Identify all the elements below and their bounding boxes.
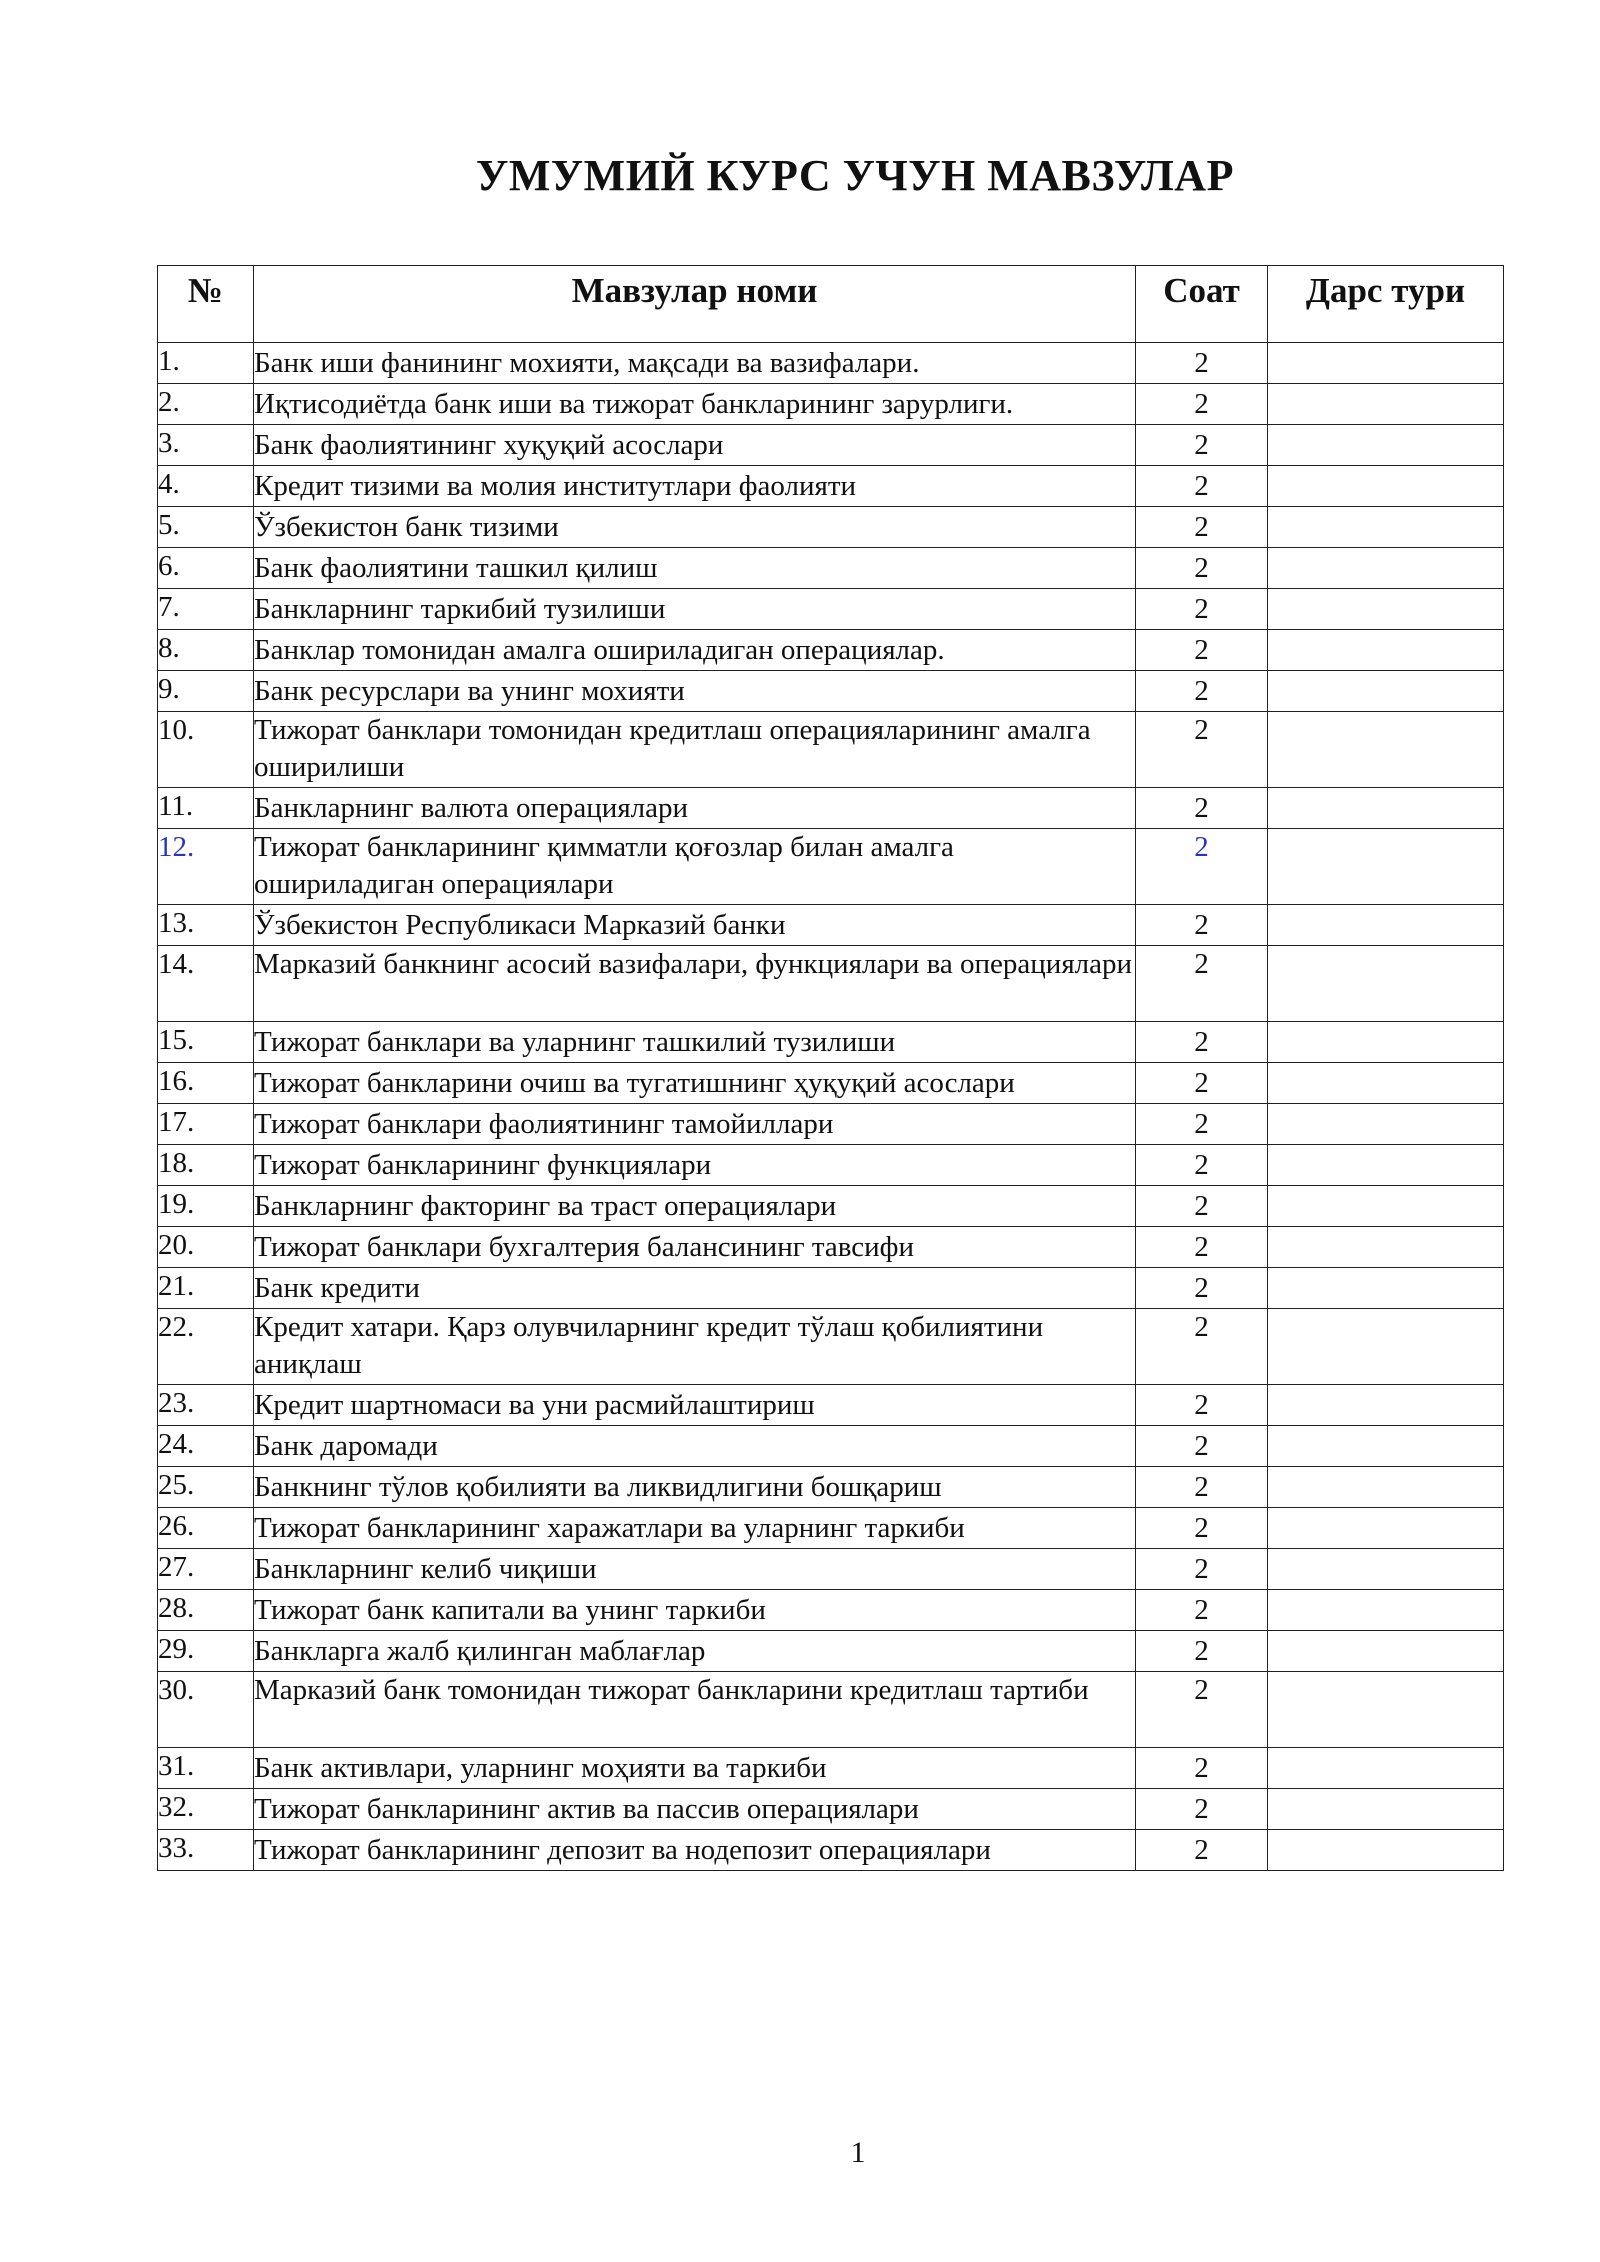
table-row xyxy=(158,1104,1504,1145)
table-row xyxy=(158,1227,1504,1268)
table-row xyxy=(158,905,1504,946)
row-hours: 2 xyxy=(1136,548,1268,589)
row-lesson-type xyxy=(1268,630,1504,671)
row-hours: 2 xyxy=(1136,1426,1268,1467)
row-number: 31. xyxy=(158,1748,254,1789)
row-number: 22. xyxy=(158,1309,254,1385)
row-topic: Тижорат банклари томонидан кредитлаш операцияларининг амалга оширилиши xyxy=(254,712,1136,788)
row-topic: Банклар томонидан амалга ошириладиган операциялар. xyxy=(254,630,1136,671)
row-topic: Тижорат банкларининг харажатлари ва уларнинг таркиби xyxy=(254,1508,1136,1549)
row-number: 1. xyxy=(158,343,254,384)
row-number: 15. xyxy=(158,1022,254,1063)
row-lesson-type xyxy=(1268,905,1504,946)
row-lesson-type xyxy=(1268,1268,1504,1309)
table-row xyxy=(158,466,1504,507)
row-topic: Кредит шартномаси ва уни расмийлаштириш xyxy=(254,1385,1136,1426)
row-topic: Банк кредити xyxy=(254,1268,1136,1309)
row-hours: 2 xyxy=(1136,1631,1268,1672)
row-number: 8. xyxy=(158,630,254,671)
header-topic: Мавзулар номи xyxy=(254,266,1136,343)
row-hours: 2 xyxy=(1136,788,1268,829)
table-row xyxy=(158,1590,1504,1631)
table-row xyxy=(158,1186,1504,1227)
row-topic: Тижорат банкларининг депозит ва нодепозит операциялари xyxy=(254,1830,1136,1871)
row-hours: 2 xyxy=(1136,1145,1268,1186)
row-topic: Кредит хатари. Қарз олувчиларнинг кредит тўлаш қобилиятини аниқлаш xyxy=(254,1309,1136,1385)
row-lesson-type xyxy=(1268,1309,1504,1385)
row-topic: Ўзбекистон банк тизими xyxy=(254,507,1136,548)
row-hours: 2 xyxy=(1136,1227,1268,1268)
row-number: 4. xyxy=(158,466,254,507)
row-lesson-type xyxy=(1268,1631,1504,1672)
row-number: 23. xyxy=(158,1385,254,1426)
header-number: № xyxy=(158,266,254,343)
row-hours: 2 xyxy=(1136,1590,1268,1631)
table-row xyxy=(158,1309,1504,1385)
row-lesson-type xyxy=(1268,1385,1504,1426)
row-number: 21. xyxy=(158,1268,254,1309)
row-topic: Банк активлари, уларнинг моҳияти ва таркиби xyxy=(254,1748,1136,1789)
row-hours: 2 xyxy=(1136,829,1268,905)
row-topic: Ўзбекистон Республикаси Марказий банки xyxy=(254,905,1136,946)
row-hours: 2 xyxy=(1136,1104,1268,1145)
row-hours: 2 xyxy=(1136,1467,1268,1508)
row-number: 18. xyxy=(158,1145,254,1186)
row-topic: Банк ресурслари ва унинг мохияти xyxy=(254,671,1136,712)
row-lesson-type xyxy=(1268,384,1504,425)
row-lesson-type xyxy=(1268,712,1504,788)
row-lesson-type xyxy=(1268,1467,1504,1508)
row-lesson-type xyxy=(1268,1748,1504,1789)
row-number: 6. xyxy=(158,548,254,589)
page-title: УМУМИЙ КУРС УЧУН МАВЗУЛАР xyxy=(476,151,1234,200)
row-number: 14. xyxy=(158,946,254,1022)
row-lesson-type xyxy=(1268,1426,1504,1467)
row-topic: Марказий банк томонидан тижорат банкларини кредитлаш тартиби xyxy=(254,1672,1136,1748)
topics-table xyxy=(157,265,1504,1871)
row-hours: 2 xyxy=(1136,1022,1268,1063)
row-lesson-type xyxy=(1268,671,1504,712)
row-number: 11. xyxy=(158,788,254,829)
table-row xyxy=(158,548,1504,589)
row-topic: Тижорат банклари фаолиятининг тамойиллари xyxy=(254,1104,1136,1145)
table-row xyxy=(158,1748,1504,1789)
row-number: 2. xyxy=(158,384,254,425)
row-hours: 2 xyxy=(1136,1672,1268,1748)
row-hours: 2 xyxy=(1136,1385,1268,1426)
row-topic: Тижорат банклари ва уларнинг ташкилий тузилиши xyxy=(254,1022,1136,1063)
table-row xyxy=(158,384,1504,425)
table-row xyxy=(158,1631,1504,1672)
table-row xyxy=(158,788,1504,829)
table-row xyxy=(158,589,1504,630)
row-hours: 2 xyxy=(1136,630,1268,671)
row-lesson-type xyxy=(1268,1508,1504,1549)
row-lesson-type xyxy=(1268,1549,1504,1590)
row-topic: Банкларга жалб қилинган маблағлар xyxy=(254,1631,1136,1672)
row-lesson-type xyxy=(1268,466,1504,507)
table-row xyxy=(158,671,1504,712)
table-row xyxy=(158,1063,1504,1104)
row-number: 7. xyxy=(158,589,254,630)
row-hours: 2 xyxy=(1136,1549,1268,1590)
row-lesson-type xyxy=(1268,946,1504,1022)
row-lesson-type xyxy=(1268,1227,1504,1268)
row-number: 28. xyxy=(158,1590,254,1631)
table-row xyxy=(158,507,1504,548)
row-topic: Иқтисодиётда банк иши ва тижорат банкларининг зарурлиги. xyxy=(254,384,1136,425)
table-row xyxy=(158,1508,1504,1549)
table-row xyxy=(158,1145,1504,1186)
header-lesson-type: Дарс тури xyxy=(1268,266,1504,343)
row-lesson-type xyxy=(1268,507,1504,548)
row-lesson-type xyxy=(1268,1022,1504,1063)
row-hours: 2 xyxy=(1136,1830,1268,1871)
row-number: 10. xyxy=(158,712,254,788)
header-hours: Соат xyxy=(1136,266,1268,343)
table-row xyxy=(158,1789,1504,1830)
row-topic: Тижорат банкларининг функциялари xyxy=(254,1145,1136,1186)
row-hours: 2 xyxy=(1136,384,1268,425)
row-number: 20. xyxy=(158,1227,254,1268)
row-number: 26. xyxy=(158,1508,254,1549)
table-row xyxy=(158,946,1504,1022)
row-hours: 2 xyxy=(1136,1309,1268,1385)
row-lesson-type xyxy=(1268,548,1504,589)
row-lesson-type xyxy=(1268,425,1504,466)
row-number: 33. xyxy=(158,1830,254,1871)
row-topic: Банкларнинг валюта операциялари xyxy=(254,788,1136,829)
row-hours: 2 xyxy=(1136,671,1268,712)
row-hours: 2 xyxy=(1136,1186,1268,1227)
row-topic: Банкларнинг таркибий тузилиши xyxy=(254,589,1136,630)
row-topic: Банкнинг тўлов қобилияти ва ликвидлигини бошқариш xyxy=(254,1467,1136,1508)
row-topic: Банк даромади xyxy=(254,1426,1136,1467)
row-hours: 2 xyxy=(1136,343,1268,384)
table-row xyxy=(158,1426,1504,1467)
table-row xyxy=(158,630,1504,671)
row-lesson-type xyxy=(1268,1590,1504,1631)
row-number: 25. xyxy=(158,1467,254,1508)
table-row xyxy=(158,712,1504,788)
row-lesson-type xyxy=(1268,1672,1504,1748)
row-lesson-type xyxy=(1268,1145,1504,1186)
row-hours: 2 xyxy=(1136,1748,1268,1789)
row-hours: 2 xyxy=(1136,905,1268,946)
row-topic: Банкларнинг келиб чиқиши xyxy=(254,1549,1136,1590)
row-topic: Тижорат банкларининг қимматли қоғозлар билан амалга ошириладиган операциялари xyxy=(254,829,1136,905)
row-number: 17. xyxy=(158,1104,254,1145)
row-number: 13. xyxy=(158,905,254,946)
row-topic: Тижорат банкларининг актив ва пассив операциялари xyxy=(254,1789,1136,1830)
row-lesson-type xyxy=(1268,1186,1504,1227)
row-number: 24. xyxy=(158,1426,254,1467)
row-lesson-type xyxy=(1268,788,1504,829)
row-lesson-type xyxy=(1268,1830,1504,1871)
row-number: 30. xyxy=(158,1672,254,1748)
row-topic: Банк иши фанининг мохияти, мақсади ва вазифалари. xyxy=(254,343,1136,384)
row-hours: 2 xyxy=(1136,1508,1268,1549)
table-body xyxy=(158,343,1504,1871)
row-number: 19. xyxy=(158,1186,254,1227)
table-header-row xyxy=(158,266,1504,343)
row-hours: 2 xyxy=(1136,425,1268,466)
row-number: 27. xyxy=(158,1549,254,1590)
row-number: 12. xyxy=(158,829,254,905)
row-topic: Тижорат банк капитали ва унинг таркиби xyxy=(254,1590,1136,1631)
row-hours: 2 xyxy=(1136,712,1268,788)
row-hours: 2 xyxy=(1136,946,1268,1022)
table-row xyxy=(158,425,1504,466)
row-number: 16. xyxy=(158,1063,254,1104)
row-lesson-type xyxy=(1268,1104,1504,1145)
row-lesson-type xyxy=(1268,1063,1504,1104)
row-number: 3. xyxy=(158,425,254,466)
row-hours: 2 xyxy=(1136,507,1268,548)
table-row xyxy=(158,1467,1504,1508)
row-hours: 2 xyxy=(1136,1789,1268,1830)
row-topic: Марказий банкнинг асосий вазифалари, функциялари ва операциялари xyxy=(254,946,1136,1022)
table-row xyxy=(158,1549,1504,1590)
row-topic: Банк фаолиятининг хуқуқий асослари xyxy=(254,425,1136,466)
row-hours: 2 xyxy=(1136,1268,1268,1309)
row-topic: Тижорат банкларини очиш ва тугатишнинг ҳуқуқий асослари xyxy=(254,1063,1136,1104)
row-number: 5. xyxy=(158,507,254,548)
row-lesson-type xyxy=(1268,589,1504,630)
table-row xyxy=(158,1672,1504,1748)
table-row xyxy=(158,1022,1504,1063)
row-number: 29. xyxy=(158,1631,254,1672)
row-topic: Банк фаолиятини ташкил қилиш xyxy=(254,548,1136,589)
row-lesson-type xyxy=(1268,343,1504,384)
row-number: 9. xyxy=(158,671,254,712)
row-lesson-type xyxy=(1268,829,1504,905)
row-hours: 2 xyxy=(1136,1063,1268,1104)
row-topic: Банкларнинг факторинг ва траст операциялари xyxy=(254,1186,1136,1227)
table-row xyxy=(158,1268,1504,1309)
page-number: 1 xyxy=(850,2136,866,2169)
row-hours: 2 xyxy=(1136,589,1268,630)
table-row xyxy=(158,1830,1504,1871)
row-topic: Кредит тизими ва молия институтлари фаолияти xyxy=(254,466,1136,507)
row-hours: 2 xyxy=(1136,466,1268,507)
row-lesson-type xyxy=(1268,1789,1504,1830)
table-row xyxy=(158,829,1504,905)
row-number: 32. xyxy=(158,1789,254,1830)
row-topic: Тижорат банклари бухгалтерия балансининг тавсифи xyxy=(254,1227,1136,1268)
table-row xyxy=(158,343,1504,384)
table-row xyxy=(158,1385,1504,1426)
